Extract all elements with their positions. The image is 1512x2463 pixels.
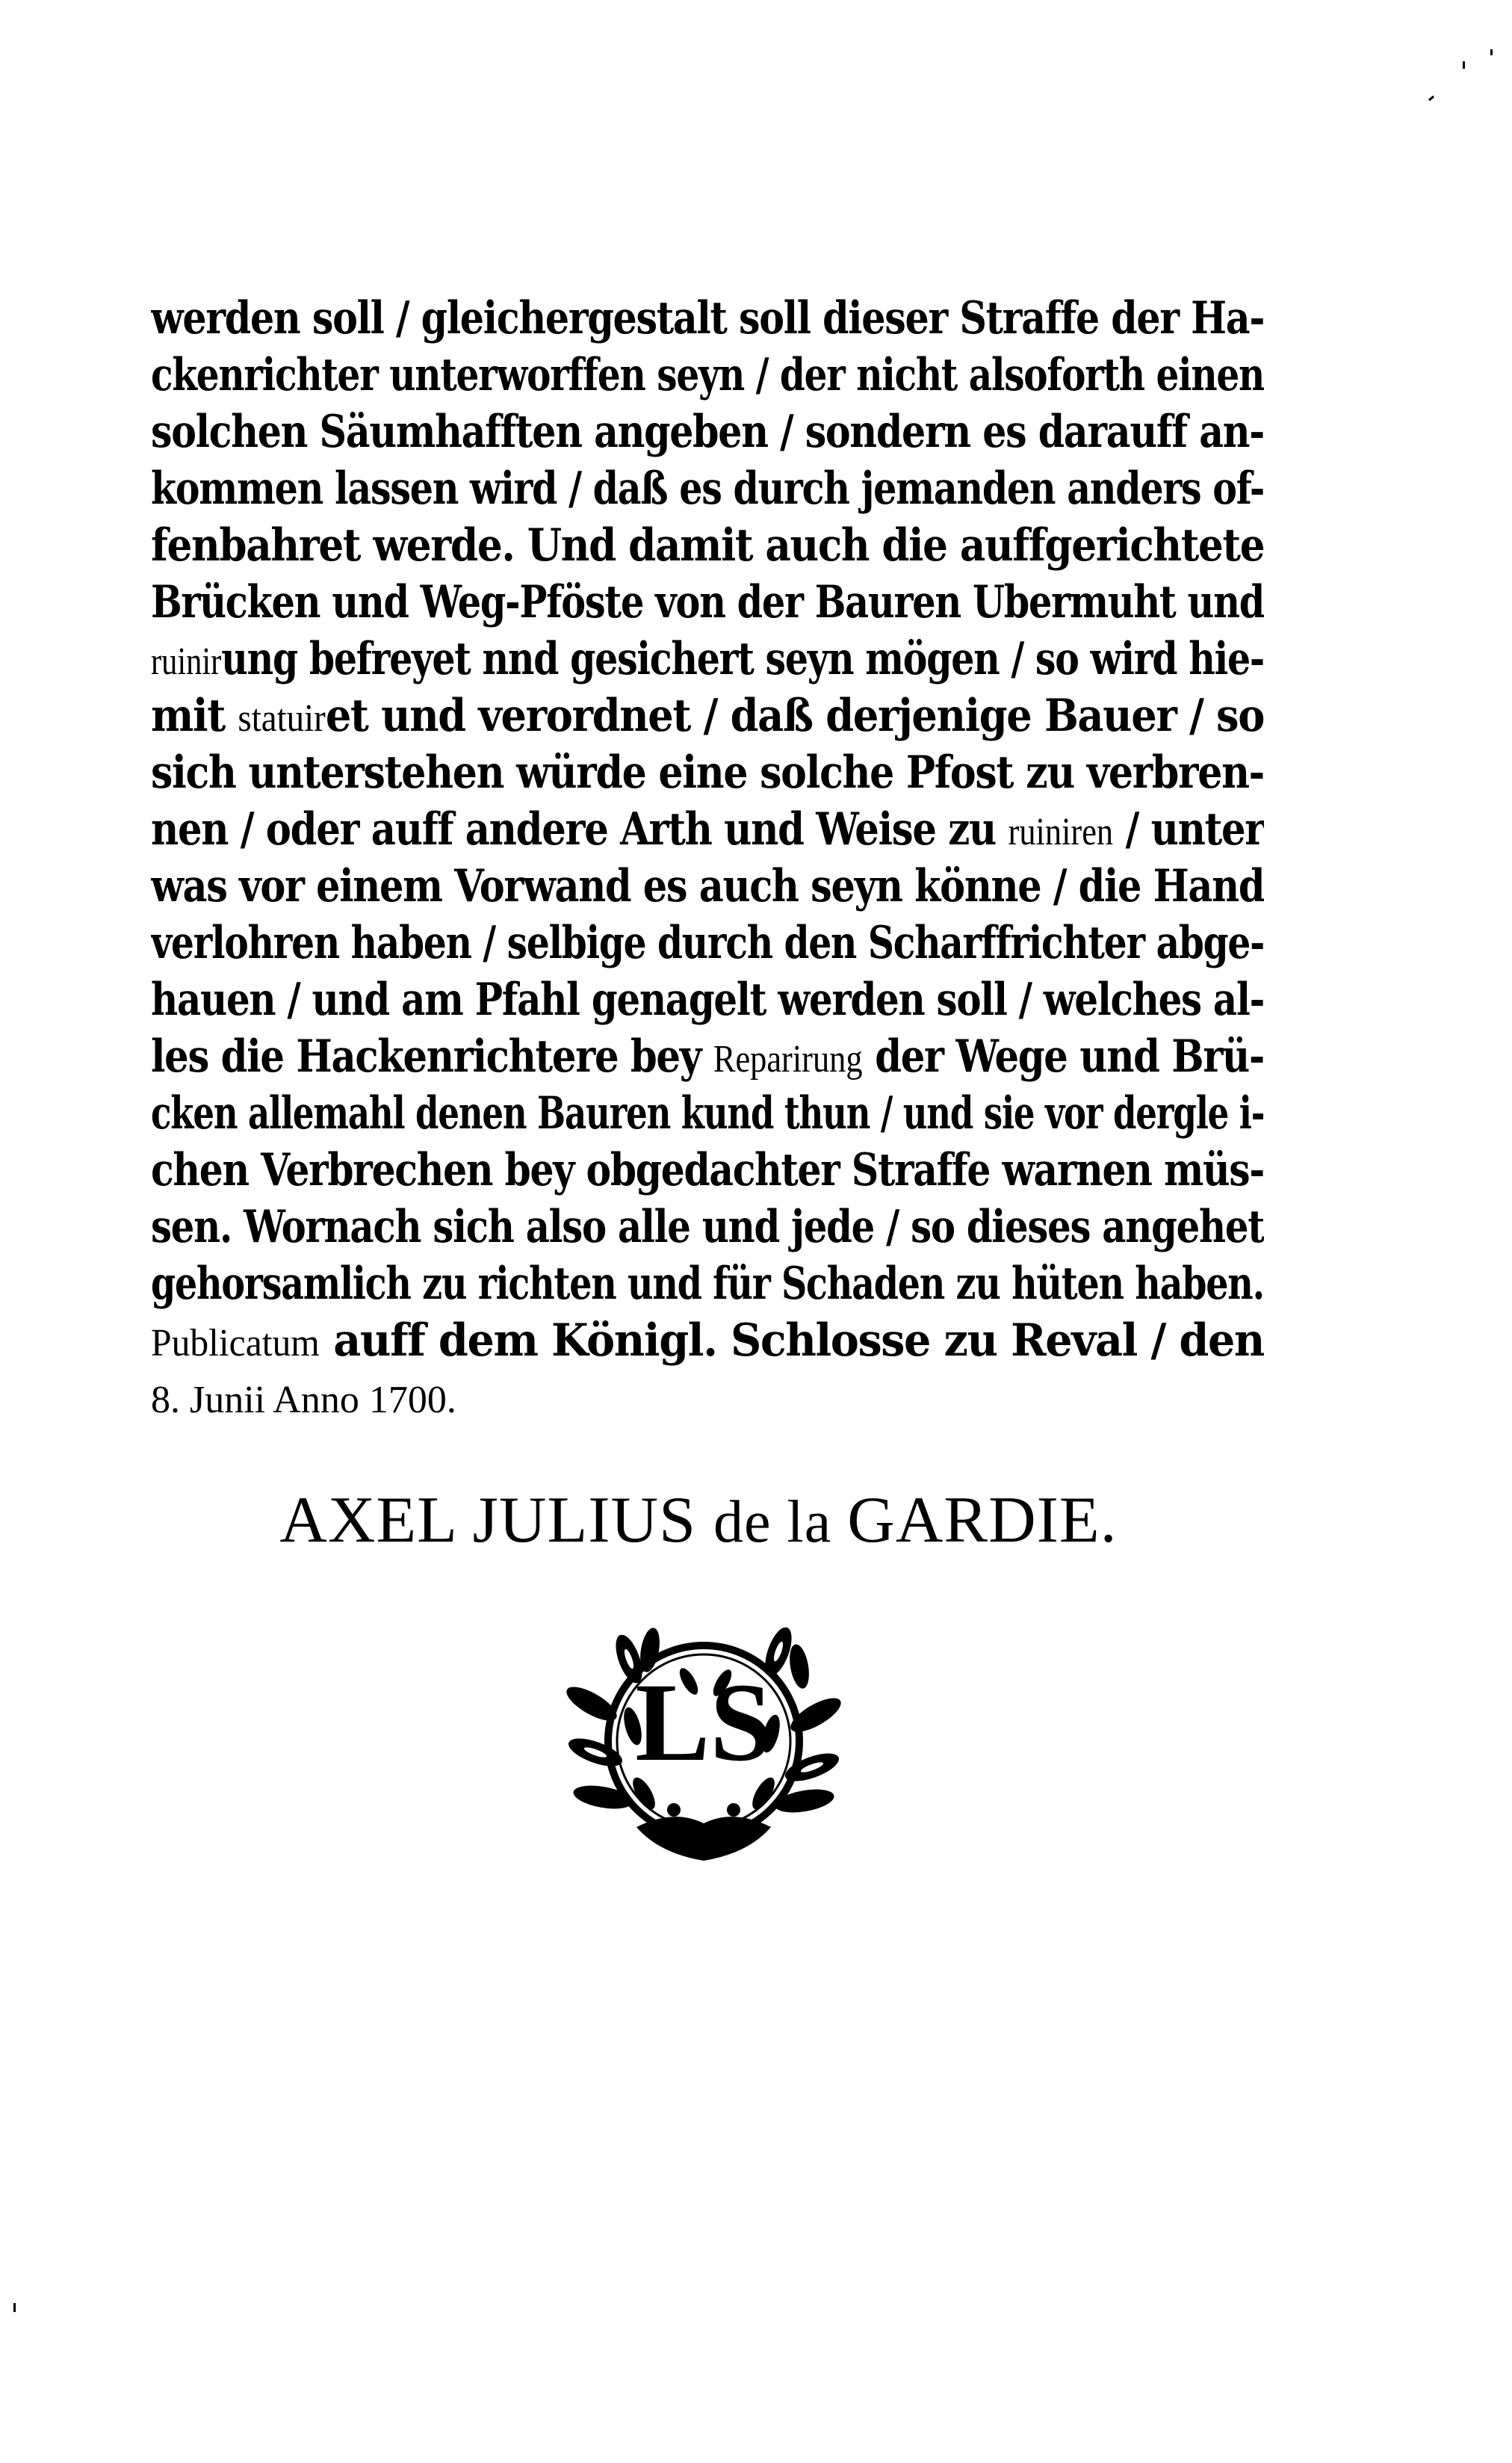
scan-speck [13, 2303, 16, 2312]
scan-speck [1490, 49, 1493, 55]
fraktur-text: hauen / und am Pfahl genagelt werden soll / welches al- [151, 974, 1264, 1026]
text-line [151, 1312, 1264, 1369]
scan-speck [1463, 61, 1465, 69]
latin-insert: ruiniren [1008, 811, 1114, 853]
text-line [151, 1085, 1264, 1142]
fraktur-text: werden soll / gleichergestalt soll dieser Straffe der Ha- [151, 292, 1264, 344]
signature-surname: GARDIE. [847, 1484, 1118, 1557]
text-line [151, 971, 1264, 1028]
latin-insert: Reparirung [713, 1038, 863, 1081]
scan-speck [1428, 96, 1434, 101]
fraktur-text: cken allemahl denen Bauren kund thun / und sie vor dergle i- [151, 1087, 1264, 1140]
text-line [151, 1199, 1264, 1255]
text-line [151, 1369, 1264, 1426]
text-line [151, 858, 1264, 915]
fraktur-text: ckenrichter unterworffen seyn / der nicht alsoforth einen [151, 349, 1264, 401]
text-line [151, 801, 1264, 858]
latin-insert: 8. Junii Anno 1700. [151, 1379, 456, 1421]
fraktur-text: fenbahret werde. Und damit auch die auffgerichtete [151, 519, 1264, 572]
fraktur-text: solchen Säumhafften angeben / sondern es darauff an- [151, 406, 1264, 458]
fraktur-text: et und verordnet / daß derjenige Bauer / so [325, 690, 1264, 742]
text-line [151, 290, 1264, 347]
fraktur-text: auff dem Königl. Schlosse zu Reval / den [319, 1314, 1264, 1367]
fraktur-text: chen Verbrechen bey obgedachter Straffe warnen müs- [151, 1144, 1264, 1196]
text-line [151, 1142, 1264, 1199]
fraktur-text: gehorsamlich zu richten und für Schaden zu hüten haben. [151, 1258, 1264, 1310]
seal-letters: LS [635, 1660, 772, 1784]
text-line [151, 517, 1264, 574]
latin-insert: Publicatum [151, 1322, 320, 1365]
fraktur-text: nen / oder auff andere Arth und Weise zu [151, 803, 1008, 856]
text-line [151, 1028, 1264, 1085]
text-line [151, 347, 1264, 404]
text-line [151, 631, 1264, 687]
fraktur-text: sich unterstehen würde eine solche Pfost zu verbren- [151, 747, 1264, 799]
text-line [151, 460, 1264, 517]
fraktur-text: Brücken und Weg-Pföste von der Bauren Ubermuht und [151, 576, 1264, 628]
fraktur-text: / unter [1113, 803, 1264, 856]
fraktur-text: sen. Wornach sich also alle und jede / so dieses angehet [151, 1201, 1264, 1253]
text-line [151, 1255, 1264, 1312]
fraktur-text: der Wege und Brü- [862, 1030, 1264, 1083]
fraktur-text: les die Hackenrichtere bey [151, 1030, 713, 1083]
seal-ls-wreath [562, 1614, 846, 1868]
fraktur-text: verlohren haben / selbige durch den Scharffrichter abge- [151, 917, 1264, 969]
text-line [151, 404, 1264, 460]
signature [273, 1483, 1124, 1560]
decree-body-text [151, 290, 1264, 1426]
fraktur-text: mit [151, 690, 238, 742]
latin-insert: ruinir [151, 640, 222, 683]
latin-insert: statuir [238, 697, 326, 740]
fraktur-text: ung befreyet nnd gesichert seyn mögen / so wird hie- [221, 633, 1264, 685]
text-line [151, 687, 1264, 744]
fraktur-text: kommen lassen wird / daß es durch jemanden anders of- [151, 463, 1264, 515]
fraktur-text: was vor einem Vorwand es auch seyn könne / die Hand [151, 860, 1264, 912]
text-line [151, 744, 1264, 801]
signature-given-names: AXEL JULIUS [279, 1484, 714, 1557]
text-line [151, 915, 1264, 971]
signature-particle: de la [713, 1489, 848, 1555]
text-line [151, 574, 1264, 631]
